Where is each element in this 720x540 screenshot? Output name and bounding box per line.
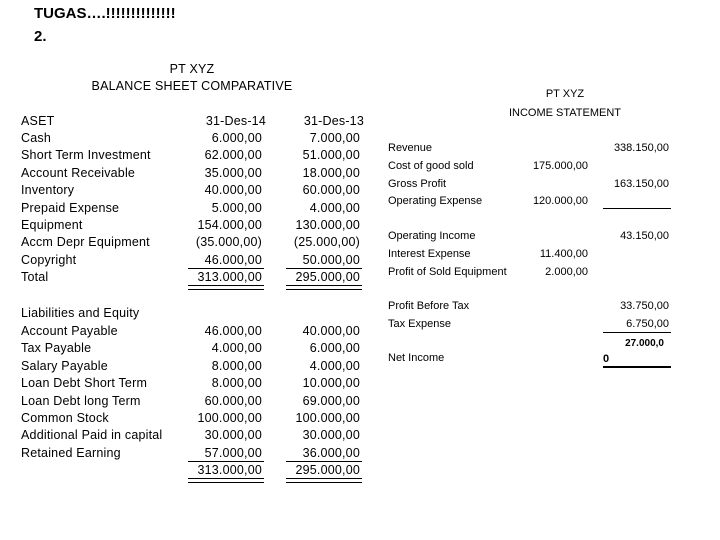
asset-row-value-2014: 40.000,00 [204, 183, 262, 198]
asset-row-value-2014: 6.000,00 [211, 131, 262, 145]
asset-total-line-2013 [286, 285, 362, 290]
liability-row-value-2013: 36.000,00 [302, 445, 360, 460]
asset-subtotal-line-2014 [188, 268, 264, 269]
liability-row-value-2014: 57.000,00 [204, 445, 262, 460]
asset-row-value-2014: 62.000,00 [204, 148, 262, 163]
liability-row-label: Retained Earning [21, 445, 121, 460]
bs-company: PT XYZ [169, 62, 215, 76]
cogs-label: Cost of good sold [388, 160, 474, 172]
liability-row-value-2014: 313.000,00 [197, 463, 262, 478]
opex-label: Operating Expense [388, 195, 483, 207]
revenue-label: Revenue [388, 142, 433, 154]
liabilities-heading: Liabilities and Equity [21, 306, 140, 320]
interest-label: Interest Expense [388, 248, 471, 260]
liability-row-value-2013: 4.000,00 [309, 358, 360, 373]
net-value: 27.000,0 [625, 338, 664, 349]
asset-row-value-2014: 154.000,00 [197, 218, 262, 232]
tax-label: Tax Expense [388, 318, 451, 330]
liability-row-value-2013: 295.000,00 [295, 463, 360, 478]
asset-row-value-2013: 295.000,00 [295, 270, 360, 285]
asset-row-value-2014: 5.000,00 [211, 200, 262, 215]
col-2013-heading: 31-Des-13 [303, 114, 364, 128]
tax-value: 6.750,00 [626, 318, 669, 330]
liability-row-value-2014: 8.000,00 [211, 358, 262, 373]
liability-row-value-2013: 6.000,00 [309, 341, 360, 356]
asset-row-value-2013: 60.000,00 [302, 183, 360, 198]
profit-equip-label: Profit of Sold Equipment [388, 266, 507, 278]
liability-row-value-2014: 100.000,00 [197, 411, 262, 425]
liability-row-value-2013: 100.000,00 [295, 411, 360, 425]
liability-row-value-2014: 4.000,00 [211, 341, 262, 356]
liability-row-label: Loan Debt long Term [21, 393, 141, 408]
net-zero: 0 [603, 353, 610, 365]
asset-row-label: Cash [21, 131, 51, 145]
asset-row-value-2013: 18.000,00 [302, 165, 360, 180]
liability-row-value-2014: 46.000,00 [204, 324, 262, 338]
asset-row-label: Short Term Investment [21, 148, 151, 163]
asset-row-value-2014: 35.000,00 [204, 165, 262, 180]
assets-heading: ASET [21, 114, 55, 128]
liability-row-label: Tax Payable [21, 341, 92, 356]
asset-row-label: Inventory [21, 183, 75, 198]
asset-row-value-2013: (25.000,00) [293, 235, 360, 250]
liab-subtotal-line-2013 [286, 461, 362, 462]
liability-row-value-2014: 30.000,00 [204, 428, 262, 443]
liability-row-label: Account Payable [21, 324, 118, 338]
tax-line [603, 332, 671, 333]
asset-total-line-2014 [188, 285, 264, 290]
is-title: INCOME STATEMENT [508, 107, 622, 119]
question-number: 2. [34, 28, 47, 45]
profit-equip-value: 2.000,00 [545, 266, 588, 278]
gross-label: Gross Profit [388, 178, 447, 190]
asset-row-value-2014: 46.000,00 [204, 252, 262, 267]
liability-row-value-2014: 60.000,00 [204, 393, 262, 408]
liability-row-label: Additional Paid in capital [21, 428, 163, 443]
pbt-label: Profit Before Tax [388, 300, 470, 312]
opex-line [603, 208, 671, 209]
col-2014-heading: 31-Des-14 [205, 114, 266, 128]
net-line [603, 366, 671, 368]
asset-row-label: Account Receivable [21, 165, 136, 180]
asset-row-value-2014: 313.000,00 [197, 270, 262, 285]
opinc-value: 43.150,00 [620, 230, 669, 242]
opinc-label: Operating Income [388, 230, 476, 242]
asset-row-label: Accm Depr Equipment [21, 235, 150, 250]
liability-row-value-2013: 40.000,00 [302, 324, 360, 338]
asset-row-label: Prepaid Expense [21, 200, 120, 215]
cogs-value: 175.000,00 [532, 160, 588, 172]
liability-row-label: Salary Payable [21, 358, 108, 373]
liability-row-value-2013: 10.000,00 [302, 376, 360, 391]
gross-value: 163.150,00 [613, 178, 669, 190]
liab-total-line-2014 [188, 478, 264, 483]
asset-row-value-2014: (35.000,00) [195, 235, 262, 250]
asset-row-value-2013: 130.000,00 [295, 218, 360, 232]
liability-row-value-2014: 8.000,00 [211, 376, 262, 391]
asset-row-value-2013: 50.000,00 [302, 252, 360, 267]
bs-title: BALANCE SHEET COMPARATIVE [91, 79, 293, 93]
asset-subtotal-line-2013 [286, 268, 362, 269]
liab-subtotal-line-2014 [188, 461, 264, 462]
revenue-value: 338.150,00 [613, 142, 669, 154]
liability-row-label: Loan Debt Short Term [21, 376, 148, 391]
liab-total-line-2013 [286, 478, 362, 483]
asset-row-value-2013: 7.000,00 [309, 131, 360, 145]
asset-row-label: Total [21, 270, 49, 285]
assignment-title: TUGAS….!!!!!!!!!!!!!! [34, 5, 176, 22]
asset-row-value-2013: 51.000,00 [302, 148, 360, 163]
asset-row-label: Copyright [21, 252, 77, 267]
opex-value: 120.000,00 [532, 195, 588, 207]
liability-row-value-2013: 69.000,00 [302, 393, 360, 408]
net-label: Net Income [388, 352, 445, 364]
asset-row-label: Equipment [21, 218, 83, 232]
liability-row-value-2013: 30.000,00 [302, 428, 360, 443]
interest-value: 11.400,00 [539, 248, 588, 260]
liability-row-label: Common Stock [21, 411, 109, 425]
pbt-value: 33.750,00 [620, 300, 669, 312]
is-company: PT XYZ [545, 88, 585, 100]
asset-row-value-2013: 4.000,00 [309, 200, 360, 215]
